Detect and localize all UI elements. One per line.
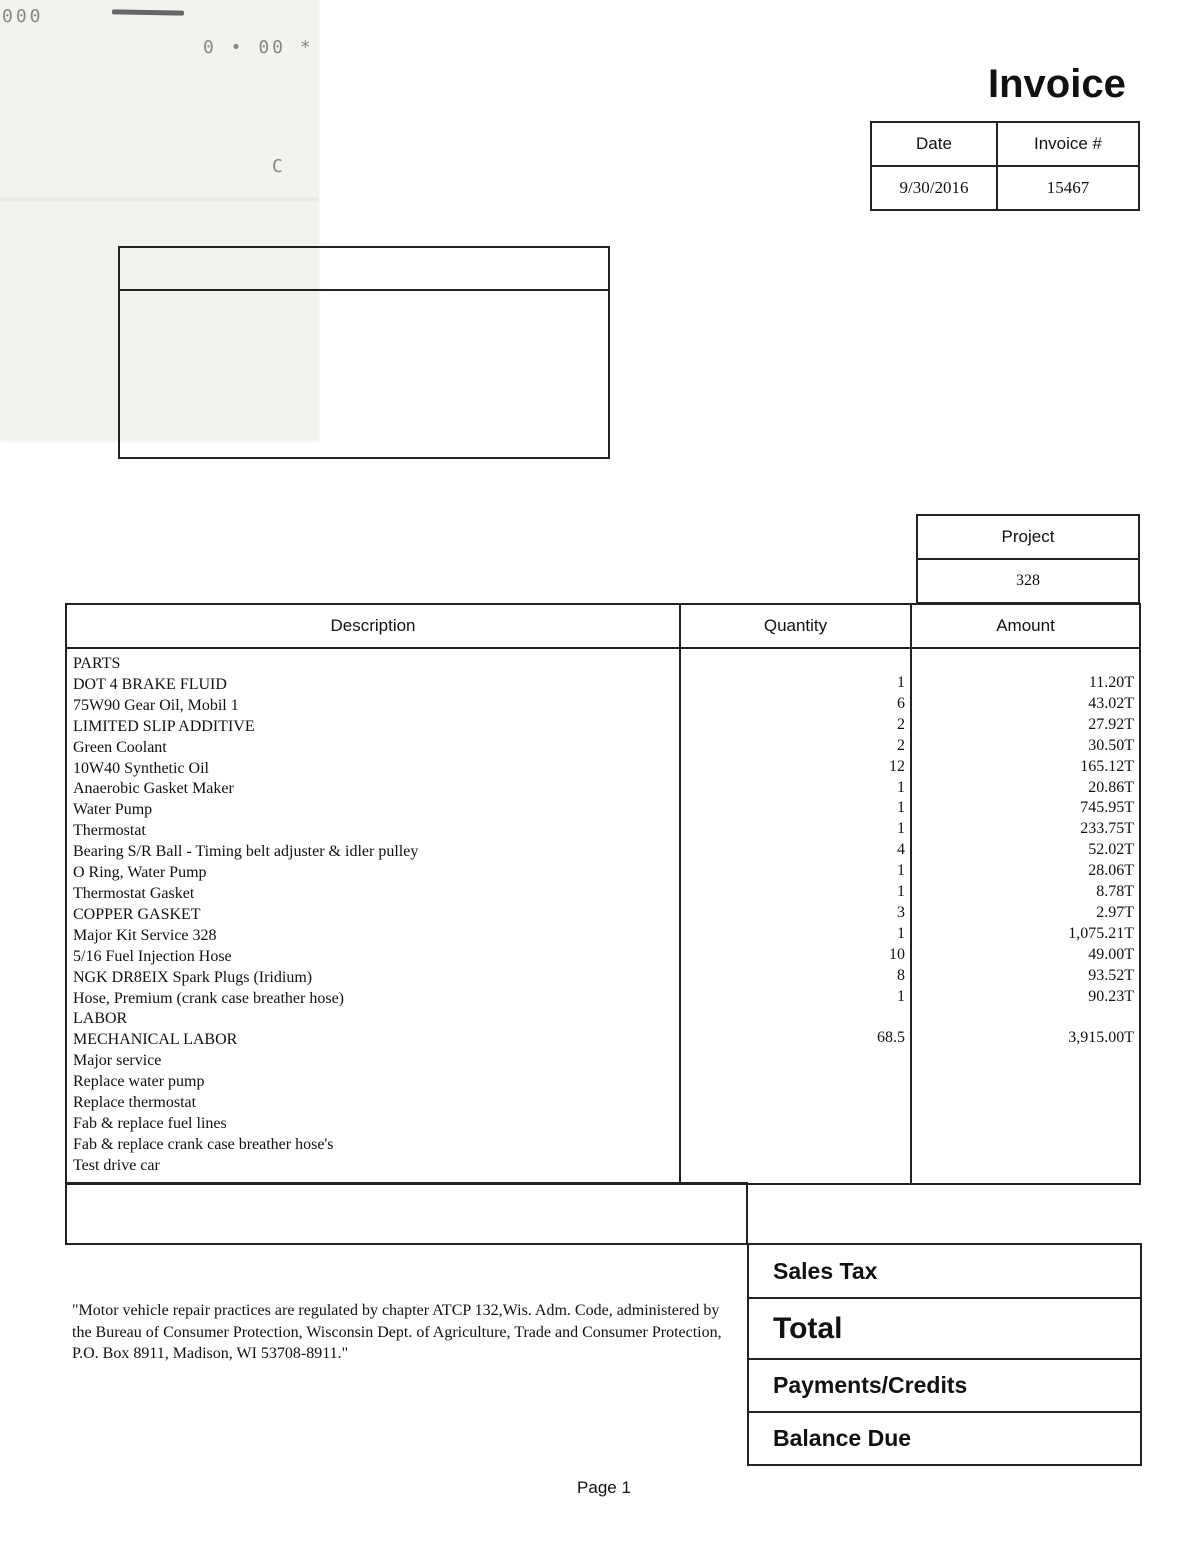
item-description: Replace water pump (73, 1073, 205, 1091)
item-quantity: 1 (897, 924, 905, 942)
project-value: 328 (917, 559, 1139, 603)
item-description: Anaerobic Gasket Maker (73, 780, 234, 798)
quantity-column (680, 648, 911, 1184)
date-header: Date (871, 122, 997, 166)
receipt-line-2: 0 • 00 * (203, 37, 314, 58)
item-amount (917, 1091, 1134, 1112)
project-header: Project (917, 515, 1139, 559)
item-amount (917, 1008, 1134, 1029)
item-quantity (686, 1049, 905, 1070)
description-header: Description (66, 604, 680, 648)
item-description: 10W40 Synthetic Oil (73, 759, 209, 777)
item-quantity: 1 (897, 987, 905, 1005)
item-quantity: 1 (897, 674, 905, 691)
item-amount: 52.02T (1088, 841, 1134, 859)
item-quantity: 4 (897, 841, 905, 859)
item-quantity: 68.5 (877, 1029, 905, 1047)
receipt-line-3: C (272, 156, 286, 177)
item-amount: 11.20T (1088, 674, 1134, 691)
item-description: MECHANICAL LABOR (73, 1031, 238, 1049)
receipt-line-1: 000 (2, 6, 44, 27)
item-amount (917, 1112, 1134, 1133)
item-description: Hose, Premium (crank case breather hose) (73, 989, 344, 1007)
item-amount: 28.06T (1088, 862, 1134, 880)
item-amount: 3,915.00T (1068, 1029, 1134, 1047)
item-description: Test drive car (73, 1156, 160, 1174)
total-label: Total (748, 1298, 1141, 1359)
page-number: Page 1 (577, 1478, 631, 1497)
invoice-title: Invoice (988, 62, 1126, 106)
item-description: PARTS (73, 655, 121, 672)
item-amount (917, 1049, 1134, 1070)
item-amount: 2.97T (1096, 903, 1134, 921)
item-description: O Ring, Water Pump (73, 864, 207, 882)
item-amount: 43.02T (1088, 694, 1134, 712)
item-amount: 93.52T (1088, 966, 1134, 984)
totals-table (747, 1243, 1142, 1466)
quantity-header: Quantity (680, 604, 911, 648)
item-quantity: 10 (889, 945, 905, 963)
item-amount (917, 1070, 1134, 1091)
item-description: Replace thermostat (73, 1094, 197, 1112)
item-quantity: 1 (897, 799, 905, 817)
item-amount: 49.00T (1088, 945, 1134, 963)
project-table (916, 514, 1140, 604)
balance-due-label: Balance Due (748, 1412, 1141, 1465)
item-description: Thermostat (73, 822, 146, 840)
item-quantity (686, 1091, 905, 1112)
item-amount: 1,075.21T (1068, 924, 1134, 942)
item-amount: 30.50T (1088, 736, 1134, 754)
memo-box (65, 1182, 748, 1245)
regulatory-notice: "Motor vehicle repair practices are regulated by chapter ATCP 132,Wis. Adm. Code, administered by the Bureau of Consumer Protection, Wisconsin Dept. of Agriculture, Trade and Consumer Protection, P.O. Box 8911, Madison, WI 53708-8911." (72, 1302, 722, 1362)
item-amount: 165.12T (1080, 757, 1134, 775)
description-column (66, 648, 680, 1184)
item-amount: 745.95T (1080, 799, 1134, 817)
payments-credits-label: Payments/Credits (748, 1359, 1141, 1412)
item-quantity: 1 (897, 778, 905, 796)
item-description: Fab & replace fuel lines (73, 1114, 227, 1132)
invoice-number-header: Invoice # (997, 122, 1139, 166)
invoice-number: 15467 (997, 166, 1139, 210)
bill-to-header-divider (118, 289, 610, 291)
sales-tax-label: Sales Tax (748, 1244, 1141, 1298)
item-quantity (686, 1133, 905, 1154)
item-quantity: 12 (889, 757, 905, 775)
item-quantity: 1 (897, 862, 905, 880)
receipt-tear-edge (0, 198, 318, 204)
item-description: DOT 4 BRAKE FLUID (73, 675, 227, 693)
item-description: LABOR (73, 1010, 128, 1028)
item-amount: 233.75T (1080, 820, 1134, 838)
item-quantity: 3 (897, 903, 905, 921)
item-description: Major Kit Service 328 (73, 926, 217, 944)
item-description: COPPER GASKET (73, 905, 201, 923)
invoice-meta-table (870, 121, 1140, 211)
item-amount (917, 1133, 1134, 1154)
amount-column (911, 648, 1140, 1184)
item-quantity (686, 1008, 905, 1029)
bill-to-box (118, 246, 610, 459)
item-description: Water Pump (73, 801, 153, 819)
item-amount: 27.92T (1088, 715, 1134, 733)
item-quantity: 1 (897, 883, 905, 901)
item-quantity (686, 1112, 905, 1133)
amount-header: Amount (911, 604, 1140, 648)
item-description: Green Coolant (73, 738, 167, 756)
item-quantity: 2 (897, 736, 905, 754)
item-quantity: 8 (897, 966, 905, 984)
item-description: LIMITED SLIP ADDITIVE (73, 717, 255, 735)
item-quantity: 6 (897, 694, 905, 712)
item-amount: 8.78T (1096, 883, 1134, 901)
item-amount: 20.86T (1088, 778, 1134, 796)
item-amount (917, 1154, 1134, 1175)
item-description: 75W90 Gear Oil, Mobil 1 (73, 696, 239, 714)
invoice-date: 9/30/2016 (871, 166, 997, 210)
item-quantity (686, 1154, 905, 1175)
item-quantity (686, 1070, 905, 1091)
item-description: 5/16 Fuel Injection Hose (73, 947, 232, 965)
item-description: Bearing S/R Ball - Timing belt adjuster & idler pulley (73, 843, 419, 861)
line-items-table (65, 603, 1141, 1185)
item-description: Thermostat Gasket (73, 884, 195, 902)
item-description: Major service (73, 1052, 162, 1070)
item-quantity: 1 (897, 820, 905, 838)
item-description: NGK DR8EIX Spark Plugs (Iridium) (73, 968, 313, 986)
item-amount: 90.23T (1088, 987, 1134, 1005)
item-quantity: 2 (897, 715, 905, 733)
item-description: Fab & replace crank case breather hose's (73, 1135, 334, 1153)
